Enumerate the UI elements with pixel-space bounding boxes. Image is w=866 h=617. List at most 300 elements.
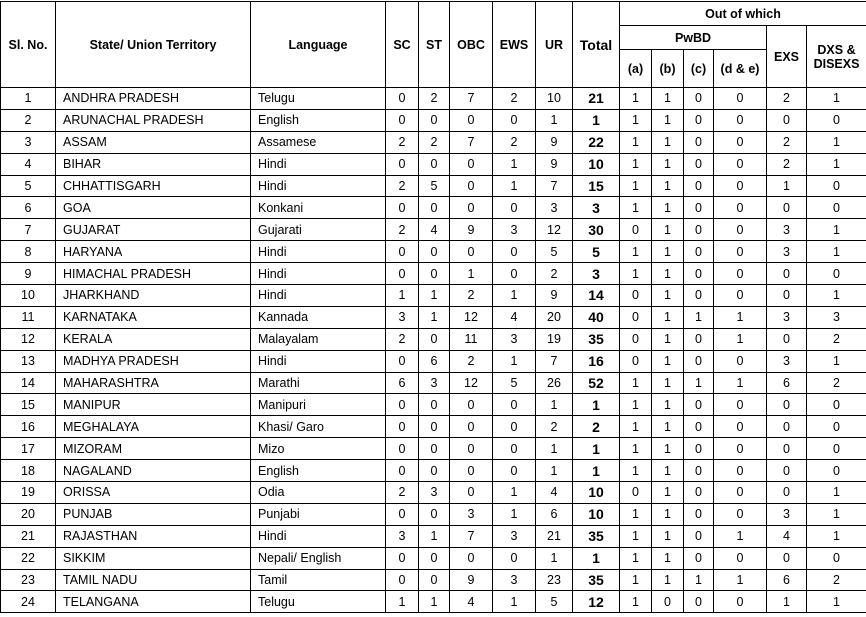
cell-total: 2 [573, 416, 620, 438]
cell-total: 35 [573, 525, 620, 547]
cell-obc: 0 [450, 547, 493, 569]
cell-pwbd-b: 1 [652, 438, 684, 460]
cell-language: Nepali/ English [251, 547, 386, 569]
header-sc: SC [386, 2, 419, 88]
cell-exs: 0 [767, 416, 807, 438]
cell-pwbd-b: 1 [652, 285, 684, 307]
cell-language: Manipuri [251, 394, 386, 416]
cell-pwbd-de: 0 [714, 197, 767, 219]
cell-ews: 3 [493, 569, 536, 591]
cell-language: Hindi [251, 175, 386, 197]
cell-st: 0 [419, 197, 450, 219]
cell-pwbd-c: 0 [684, 328, 714, 350]
cell-obc: 12 [450, 372, 493, 394]
cell-state: ARUNACHAL PRADESH [56, 109, 251, 131]
cell-dxs: 0 [807, 547, 866, 569]
cell-total: 3 [573, 197, 620, 219]
cell-pwbd-b: 1 [652, 175, 684, 197]
cell-pwbd-c: 0 [684, 285, 714, 307]
cell-pwbd-de: 1 [714, 328, 767, 350]
cell-ur: 21 [536, 525, 573, 547]
cell-dxs: 0 [807, 263, 866, 285]
cell-exs: 3 [767, 350, 807, 372]
cell-pwbd-a: 0 [620, 306, 652, 328]
cell-exs: 1 [767, 591, 807, 613]
cell-sc: 1 [386, 591, 419, 613]
cell-st: 0 [419, 416, 450, 438]
cell-sl-no: 17 [1, 438, 56, 460]
cell-sl-no: 12 [1, 328, 56, 350]
cell-state: CHHATTISGARH [56, 175, 251, 197]
cell-total: 12 [573, 591, 620, 613]
table-row [1, 438, 866, 460]
table-row [1, 394, 866, 416]
cell-dxs: 1 [807, 591, 866, 613]
cell-ews: 4 [493, 306, 536, 328]
cell-language: Hindi [251, 525, 386, 547]
cell-pwbd-b: 1 [652, 416, 684, 438]
cell-pwbd-a: 1 [620, 591, 652, 613]
cell-pwbd-b: 0 [652, 591, 684, 613]
cell-obc: 0 [450, 241, 493, 263]
cell-pwbd-de: 1 [714, 372, 767, 394]
cell-ur: 1 [536, 109, 573, 131]
cell-obc: 7 [450, 131, 493, 153]
cell-sc: 0 [386, 416, 419, 438]
cell-pwbd-a: 1 [620, 438, 652, 460]
cell-pwbd-b: 1 [652, 394, 684, 416]
cell-pwbd-c: 0 [684, 525, 714, 547]
table-row [1, 219, 866, 241]
cell-pwbd-a: 0 [620, 328, 652, 350]
cell-obc: 0 [450, 416, 493, 438]
cell-pwbd-c: 0 [684, 197, 714, 219]
header-pwbd: PwBD [620, 26, 767, 50]
cell-pwbd-de: 0 [714, 88, 767, 110]
cell-exs: 2 [767, 131, 807, 153]
cell-pwbd-b: 1 [652, 306, 684, 328]
cell-language: Telugu [251, 591, 386, 613]
cell-language: Tamil [251, 569, 386, 591]
cell-ur: 9 [536, 153, 573, 175]
cell-st: 0 [419, 394, 450, 416]
cell-pwbd-a: 0 [620, 350, 652, 372]
cell-sl-no: 5 [1, 175, 56, 197]
cell-pwbd-de: 0 [714, 460, 767, 482]
cell-obc: 12 [450, 306, 493, 328]
cell-total: 30 [573, 219, 620, 241]
cell-sc: 2 [386, 219, 419, 241]
cell-sl-no: 23 [1, 569, 56, 591]
cell-total: 10 [573, 503, 620, 525]
cell-st: 0 [419, 460, 450, 482]
cell-exs: 1 [767, 175, 807, 197]
header-exs: EXS [767, 26, 807, 88]
cell-exs: 3 [767, 219, 807, 241]
cell-pwbd-de: 0 [714, 591, 767, 613]
cell-state: BIHAR [56, 153, 251, 175]
cell-dxs: 1 [807, 285, 866, 307]
cell-obc: 9 [450, 219, 493, 241]
cell-state: JHARKHAND [56, 285, 251, 307]
cell-pwbd-a: 1 [620, 131, 652, 153]
cell-ur: 4 [536, 482, 573, 504]
cell-pwbd-de: 0 [714, 482, 767, 504]
cell-ews: 0 [493, 109, 536, 131]
cell-pwbd-c: 0 [684, 482, 714, 504]
cell-dxs: 1 [807, 219, 866, 241]
cell-ews: 1 [493, 350, 536, 372]
header-sl-no: Sl. No. [1, 2, 56, 88]
cell-sc: 0 [386, 547, 419, 569]
cell-exs: 0 [767, 394, 807, 416]
cell-language: Hindi [251, 263, 386, 285]
cell-pwbd-b: 1 [652, 482, 684, 504]
cell-state: TAMIL NADU [56, 569, 251, 591]
header-total: Total [573, 2, 620, 88]
cell-ews: 1 [493, 503, 536, 525]
cell-dxs: 1 [807, 482, 866, 504]
cell-exs: 3 [767, 503, 807, 525]
cell-dxs: 1 [807, 350, 866, 372]
cell-state: RAJASTHAN [56, 525, 251, 547]
cell-exs: 3 [767, 306, 807, 328]
table-row [1, 416, 866, 438]
cell-language: Gujarati [251, 219, 386, 241]
cell-exs: 3 [767, 241, 807, 263]
cell-obc: 0 [450, 153, 493, 175]
cell-pwbd-c: 0 [684, 219, 714, 241]
cell-pwbd-c: 0 [684, 416, 714, 438]
cell-pwbd-a: 1 [620, 547, 652, 569]
cell-pwbd-c: 0 [684, 591, 714, 613]
cell-sl-no: 21 [1, 525, 56, 547]
cell-pwbd-de: 0 [714, 241, 767, 263]
cell-dxs: 0 [807, 438, 866, 460]
cell-ur: 2 [536, 263, 573, 285]
cell-sc: 0 [386, 394, 419, 416]
cell-dxs: 0 [807, 460, 866, 482]
cell-dxs: 0 [807, 394, 866, 416]
cell-pwbd-c: 0 [684, 175, 714, 197]
cell-obc: 3 [450, 503, 493, 525]
cell-exs: 2 [767, 153, 807, 175]
cell-obc: 0 [450, 394, 493, 416]
cell-ur: 3 [536, 197, 573, 219]
cell-total: 40 [573, 306, 620, 328]
cell-language: Kannada [251, 306, 386, 328]
cell-state: HARYANA [56, 241, 251, 263]
header-language: Language [251, 2, 386, 88]
cell-language: Punjabi [251, 503, 386, 525]
cell-sl-no: 4 [1, 153, 56, 175]
cell-pwbd-a: 0 [620, 285, 652, 307]
cell-dxs: 2 [807, 328, 866, 350]
cell-ews: 1 [493, 175, 536, 197]
cell-state: HIMACHAL PRADESH [56, 263, 251, 285]
cell-language: Assamese [251, 131, 386, 153]
cell-language: English [251, 460, 386, 482]
cell-pwbd-c: 0 [684, 241, 714, 263]
cell-exs: 4 [767, 525, 807, 547]
table-row [1, 372, 866, 394]
cell-st: 4 [419, 219, 450, 241]
cell-pwbd-c: 0 [684, 438, 714, 460]
cell-total: 3 [573, 263, 620, 285]
cell-state: MAHARASHTRA [56, 372, 251, 394]
cell-obc: 2 [450, 350, 493, 372]
cell-st: 0 [419, 153, 450, 175]
cell-pwbd-b: 1 [652, 131, 684, 153]
cell-pwbd-c: 0 [684, 350, 714, 372]
cell-sl-no: 9 [1, 263, 56, 285]
cell-sc: 0 [386, 460, 419, 482]
cell-ews: 0 [493, 197, 536, 219]
cell-total: 10 [573, 153, 620, 175]
cell-pwbd-de: 0 [714, 503, 767, 525]
header-out-of-which: Out of which [620, 2, 866, 26]
header-dxs-disexs [807, 26, 866, 88]
cell-pwbd-c: 1 [684, 569, 714, 591]
cell-sc: 2 [386, 175, 419, 197]
cell-state: GUJARAT [56, 219, 251, 241]
cell-ur: 7 [536, 350, 573, 372]
cell-ur: 20 [536, 306, 573, 328]
cell-ews: 0 [493, 416, 536, 438]
cell-obc: 0 [450, 460, 493, 482]
cell-sl-no: 24 [1, 591, 56, 613]
cell-ews: 0 [493, 460, 536, 482]
cell-st: 1 [419, 591, 450, 613]
cell-st: 1 [419, 525, 450, 547]
cell-pwbd-b: 1 [652, 88, 684, 110]
cell-total: 1 [573, 438, 620, 460]
header-dxs-line2: DISEXS [813, 56, 860, 71]
cell-state: PUNJAB [56, 503, 251, 525]
cell-pwbd-de: 0 [714, 109, 767, 131]
cell-ews: 2 [493, 131, 536, 153]
cell-pwbd-c: 0 [684, 503, 714, 525]
cell-ews: 5 [493, 372, 536, 394]
cell-sl-no: 6 [1, 197, 56, 219]
cell-language: Malayalam [251, 328, 386, 350]
cell-state: KARNATAKA [56, 306, 251, 328]
cell-pwbd-c: 0 [684, 88, 714, 110]
cell-total: 1 [573, 547, 620, 569]
cell-dxs: 1 [807, 153, 866, 175]
cell-pwbd-b: 1 [652, 219, 684, 241]
cell-language: Mizo [251, 438, 386, 460]
cell-sl-no: 20 [1, 503, 56, 525]
cell-ur: 5 [536, 241, 573, 263]
cell-state: GOA [56, 197, 251, 219]
cell-sc: 0 [386, 241, 419, 263]
cell-ur: 26 [536, 372, 573, 394]
cell-dxs: 1 [807, 131, 866, 153]
cell-st: 0 [419, 569, 450, 591]
cell-st: 0 [419, 328, 450, 350]
header-dxs-line1: DXS & [817, 42, 856, 57]
cell-sl-no: 14 [1, 372, 56, 394]
cell-pwbd-de: 1 [714, 525, 767, 547]
cell-pwbd-de: 1 [714, 569, 767, 591]
cell-st: 6 [419, 350, 450, 372]
cell-pwbd-de: 0 [714, 131, 767, 153]
cell-state: MADHYA PRADESH [56, 350, 251, 372]
cell-language: Hindi [251, 350, 386, 372]
cell-pwbd-b: 1 [652, 372, 684, 394]
cell-pwbd-de: 0 [714, 350, 767, 372]
cell-ur: 5 [536, 591, 573, 613]
cell-sc: 0 [386, 109, 419, 131]
table-row [1, 350, 866, 372]
cell-st: 0 [419, 109, 450, 131]
cell-exs: 0 [767, 547, 807, 569]
cell-dxs: 0 [807, 416, 866, 438]
table-row [1, 285, 866, 307]
cell-sl-no: 2 [1, 109, 56, 131]
cell-pwbd-b: 1 [652, 263, 684, 285]
header-state: State/ Union Territory [56, 2, 251, 88]
table-row [1, 88, 866, 110]
cell-sc: 3 [386, 306, 419, 328]
cell-pwbd-b: 1 [652, 569, 684, 591]
cell-dxs: 1 [807, 88, 866, 110]
cell-total: 35 [573, 569, 620, 591]
cell-pwbd-c: 1 [684, 372, 714, 394]
cell-pwbd-b: 1 [652, 153, 684, 175]
cell-language: Hindi [251, 241, 386, 263]
cell-pwbd-c: 0 [684, 460, 714, 482]
cell-dxs: 3 [807, 306, 866, 328]
cell-pwbd-a: 1 [620, 460, 652, 482]
cell-ews: 0 [493, 438, 536, 460]
cell-sc: 1 [386, 285, 419, 307]
cell-ews: 0 [493, 547, 536, 569]
cell-dxs: 0 [807, 109, 866, 131]
cell-pwbd-c: 1 [684, 306, 714, 328]
cell-state: MIZORAM [56, 438, 251, 460]
cell-exs: 0 [767, 438, 807, 460]
cell-pwbd-b: 1 [652, 197, 684, 219]
cell-pwbd-de: 0 [714, 547, 767, 569]
table-row [1, 306, 866, 328]
cell-language: English [251, 109, 386, 131]
cell-state: MEGHALAYA [56, 416, 251, 438]
header-pwbd-a: (a) [620, 50, 652, 88]
cell-obc: 4 [450, 591, 493, 613]
table-row [1, 503, 866, 525]
cell-ur: 23 [536, 569, 573, 591]
cell-st: 1 [419, 306, 450, 328]
cell-pwbd-a: 1 [620, 153, 652, 175]
header-pwbd-b: (b) [652, 50, 684, 88]
cell-pwbd-de: 0 [714, 416, 767, 438]
cell-sl-no: 19 [1, 482, 56, 504]
cell-pwbd-a: 1 [620, 241, 652, 263]
table-row [1, 569, 866, 591]
cell-st: 0 [419, 547, 450, 569]
cell-ews: 1 [493, 285, 536, 307]
cell-obc: 7 [450, 525, 493, 547]
cell-exs: 6 [767, 569, 807, 591]
cell-sl-no: 8 [1, 241, 56, 263]
cell-st: 0 [419, 503, 450, 525]
table-row [1, 591, 866, 613]
header-pwbd-de: (d & e) [714, 50, 767, 88]
cell-obc: 0 [450, 197, 493, 219]
cell-obc: 0 [450, 175, 493, 197]
cell-pwbd-de: 0 [714, 263, 767, 285]
cell-state: TELANGANA [56, 591, 251, 613]
table-body [1, 88, 866, 613]
cell-pwbd-c: 0 [684, 131, 714, 153]
cell-pwbd-a: 0 [620, 219, 652, 241]
cell-sl-no: 18 [1, 460, 56, 482]
table-row [1, 241, 866, 263]
cell-state: MANIPUR [56, 394, 251, 416]
cell-sc: 0 [386, 88, 419, 110]
cell-ews: 1 [493, 153, 536, 175]
cell-ews: 0 [493, 394, 536, 416]
cell-pwbd-b: 1 [652, 460, 684, 482]
cell-sc: 0 [386, 263, 419, 285]
cell-dxs: 1 [807, 241, 866, 263]
cell-ur: 10 [536, 88, 573, 110]
header-ur: UR [536, 2, 573, 88]
cell-total: 15 [573, 175, 620, 197]
table-row [1, 460, 866, 482]
cell-ur: 1 [536, 438, 573, 460]
cell-pwbd-a: 1 [620, 175, 652, 197]
cell-dxs: 0 [807, 175, 866, 197]
cell-ur: 12 [536, 219, 573, 241]
cell-ur: 1 [536, 547, 573, 569]
cell-total: 52 [573, 372, 620, 394]
table-row [1, 131, 866, 153]
cell-ews: 0 [493, 241, 536, 263]
table-row [1, 109, 866, 131]
cell-pwbd-b: 1 [652, 109, 684, 131]
table-row [1, 547, 866, 569]
cell-ur: 1 [536, 394, 573, 416]
cell-pwbd-a: 1 [620, 569, 652, 591]
vacancy-table [0, 1, 866, 613]
cell-sl-no: 1 [1, 88, 56, 110]
cell-st: 2 [419, 88, 450, 110]
cell-pwbd-c: 0 [684, 109, 714, 131]
cell-exs: 0 [767, 328, 807, 350]
cell-total: 14 [573, 285, 620, 307]
cell-state: ASSAM [56, 131, 251, 153]
cell-exs: 6 [767, 372, 807, 394]
cell-pwbd-c: 0 [684, 394, 714, 416]
header-st: ST [419, 2, 450, 88]
cell-total: 21 [573, 88, 620, 110]
cell-ews: 3 [493, 219, 536, 241]
table-row [1, 175, 866, 197]
cell-sl-no: 16 [1, 416, 56, 438]
table-row [1, 153, 866, 175]
cell-pwbd-a: 1 [620, 416, 652, 438]
table-row [1, 525, 866, 547]
cell-exs: 0 [767, 460, 807, 482]
table-row [1, 197, 866, 219]
cell-st: 3 [419, 482, 450, 504]
cell-language: Odia [251, 482, 386, 504]
cell-st: 0 [419, 263, 450, 285]
cell-exs: 0 [767, 482, 807, 504]
